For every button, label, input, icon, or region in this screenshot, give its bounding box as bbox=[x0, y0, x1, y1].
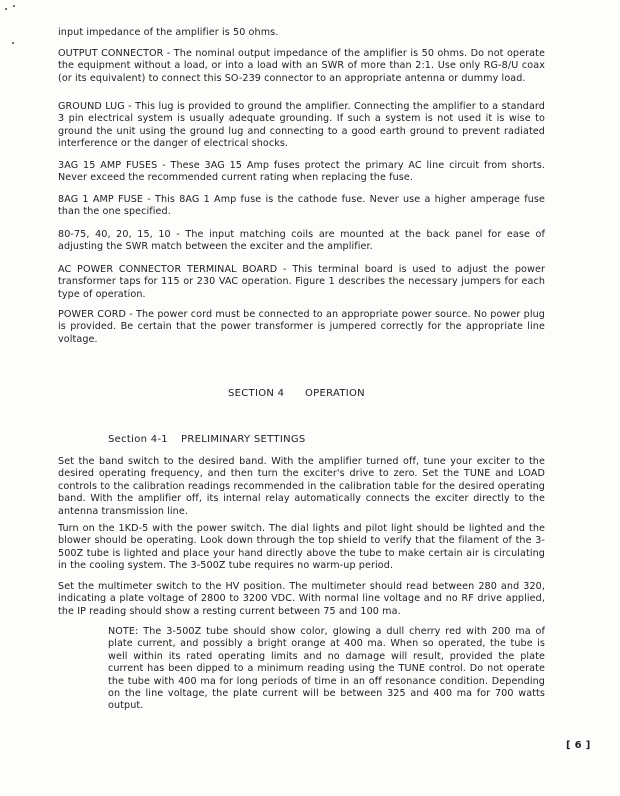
paragraph-input-coils: 80-75, 40, 20, 15, 10 - The input matching coils are mounted at the back panel for ease of adjusting the SWR match between the exciter and the amplifier. bbox=[58, 229, 545, 253]
section-number: SECTION 4 bbox=[228, 388, 285, 399]
paragraph-input-impedance: input impedance of the amplifier is 50 ohms. bbox=[58, 27, 279, 38]
paragraph-note: NOTE: The 3-500Z tube should show color, glowing a dull cherry red with 200 ma of plate current, and possibly a bright orange at 400 ma. When so operated, the tube is well within its rated operating limits and no damage will result, provided the plate current has been dipped to a minimum reading using the TUNE control. Do not operate the tube with 400 ma for long periods of time in an off resonance condition. Depending on the line voltage, the plate current will be between 325 and 400 ma for 700 watts output. bbox=[108, 626, 545, 712]
paragraph-3ag-fuses: 3AG 15 AMP FUSES - These 3AG 15 Amp fuses protect the primary AC line circuit from shorts. Never exceed the recommended current rating when replacing the fuse. bbox=[58, 160, 545, 184]
paragraph-output-connector: OUTPUT CONNECTOR - The nominal output impedance of the amplifier is 50 ohms. Do not operate the equipment without a load, or into a load with an SWR of more than 2:1. Use only RG-8/U coax (or its equivalent) to connect this SO-239 connector to an appropriate antenna or dummy load. bbox=[58, 48, 545, 84]
paragraph-turn-on: Turn on the 1KD-5 with the power switch. The dial lights and pilot light should be lighted and the blower should be operating. Look down through the top shield to verify that the filament of the 3-500Z tube is lighted and place your hand directly above the tube to make certain air is circulating in the cooling system. The 3-500Z tube requires no warm-up period. bbox=[58, 523, 545, 572]
subsection-title: PRELIMINARY SETTINGS bbox=[181, 434, 306, 445]
paragraph-multimeter: Set the multimeter switch to the HV position. The multimeter should read between 280 and 320, indicating a plate voltage of 2800 to 3200 VDC. With normal line voltage and no RF drive applied, the IP reading should show a resting current between 75 and 100 ma. bbox=[58, 581, 545, 617]
subsection-number: Section 4-1 bbox=[108, 434, 168, 445]
paragraph-ac-terminal-board: AC POWER CONNECTOR TERMINAL BOARD - This terminal board is used to adjust the power transformer taps for 115 or 230 VAC operation. Figure 1 describes the necessary jumpers for each type of operation. bbox=[58, 264, 545, 300]
scan-speck bbox=[13, 5, 15, 7]
scan-speck bbox=[12, 42, 14, 44]
page-number: [ 6 ] bbox=[566, 740, 591, 751]
paragraph-power-cord: POWER CORD - The power cord must be connected to an appropriate power source. No power plug is provided. Be certain that the power transformer is jumpered correctly for the appropriate line voltage. bbox=[58, 309, 545, 345]
paragraph-ground-lug: GROUND LUG - This lug is provided to ground the amplifier. Connecting the amplifier to a standard 3 pin electrical system is usually adequate grounding. If such a system is not used it is wise to ground the unit using the ground lug and connecting to a good earth ground to prevent radiated interference or the danger of electrical shocks. bbox=[58, 101, 545, 150]
paragraph-8ag-fuse: 8AG 1 AMP FUSE - This 8AG 1 Amp fuse is the cathode fuse. Never use a higher amperage fuse than the one specified. bbox=[58, 194, 545, 218]
paragraph-band-switch: Set the band switch to the desired band. With the amplifier turned off, tune your exciter to the desired operating frequency, and then turn the exciter's drive to zero. Set the TUNE and LOAD controls to the calibration readings recommended in the calibration table for the desired operating band. With the amplifier off, its internal relay automatically connects the exciter directly to the antenna transmission line. bbox=[58, 456, 545, 517]
scan-speck bbox=[5, 8, 7, 10]
section-title: OPERATION bbox=[305, 388, 365, 399]
